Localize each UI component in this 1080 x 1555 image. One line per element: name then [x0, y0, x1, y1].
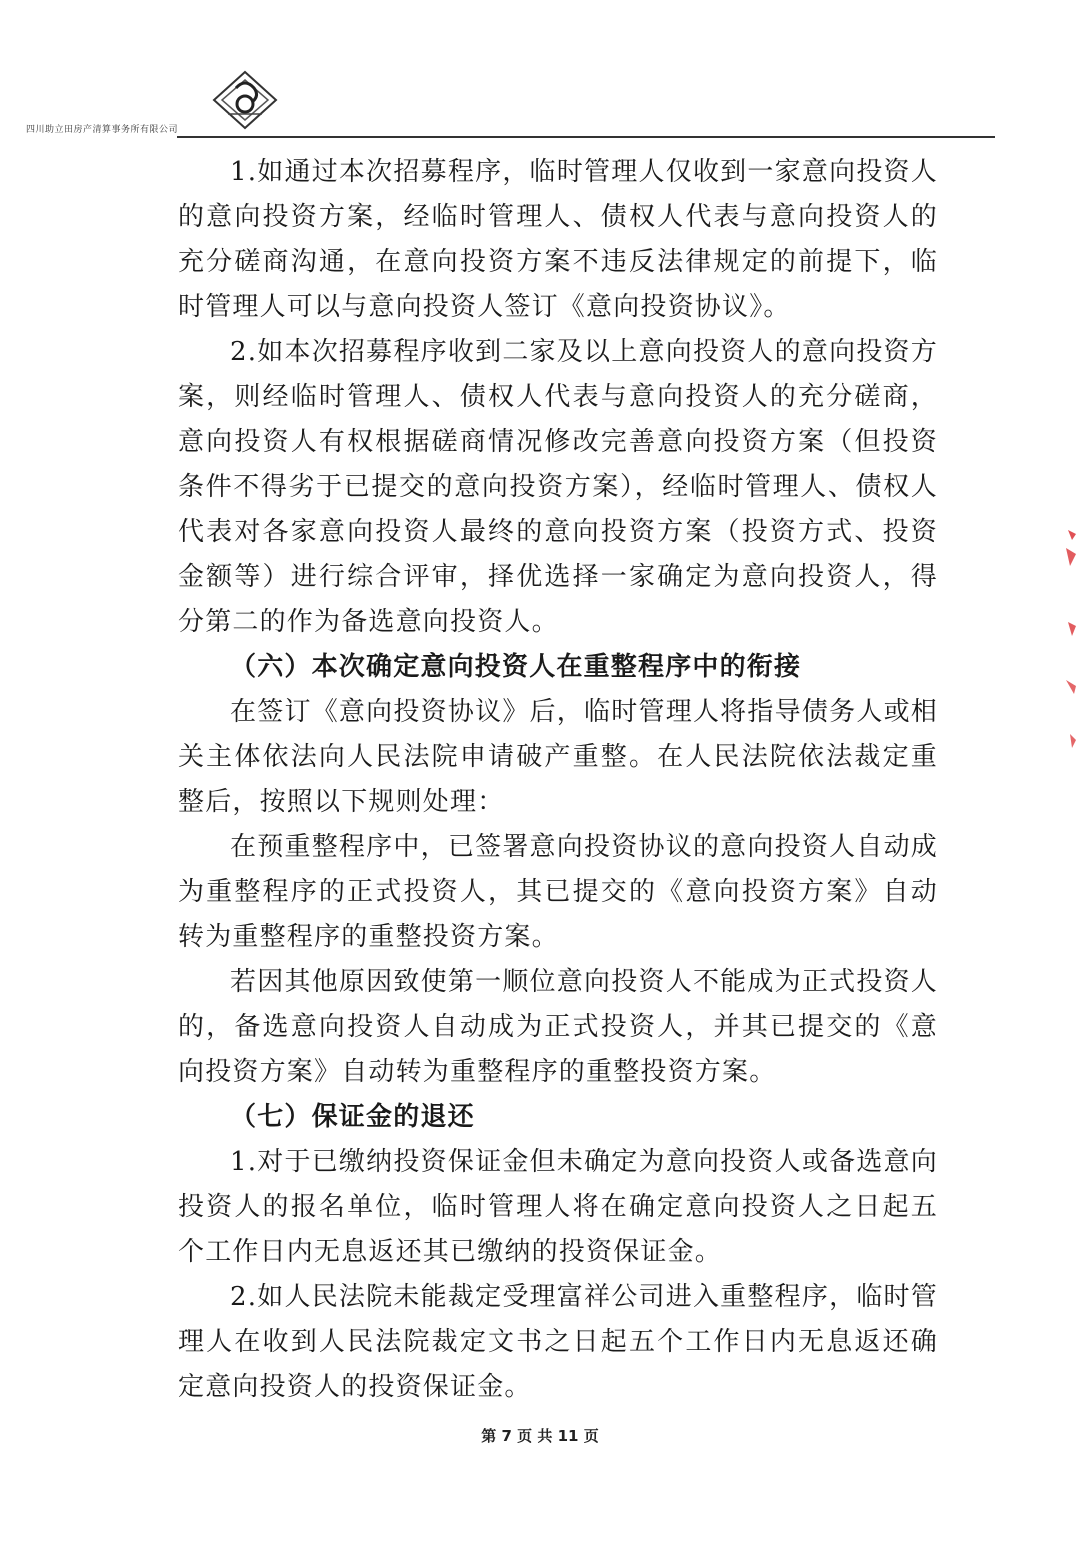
section-heading-7: （七）保证金的退还: [230, 1102, 475, 1132]
paragraph-7: 2.如人民法院未能裁定受理富祥公司进入重整程序，临时管理人在收到人民法院裁定文书之日起五个工作日内无息返还确定意向投资人的投资保证金。: [178, 1282, 938, 1402]
paragraph-2: 2.如本次招募程序收到二家及以上意向投资人的意向投资方案，则经临时管理人、债权人代表与意向投资人的充分磋商，意向投资人有权根据磋商情况修改完善意向投资方案（但投资条件不得劣于已提交的意向投资方案），经临时管理人、债权人代表对各家意向投资人最终的意向投资方案（投资方式、投资金额等）进行综合评审，择优选择一家确定为意向投资人，得分第二的作为备选意向投资人。: [178, 337, 938, 637]
seal-edge-icon: [1062, 530, 1078, 750]
section-heading-6: （六）本次确定意向投资人在重整程序中的衔接: [230, 652, 802, 682]
company-name: 四川助立田房产清算事务所有限公司: [26, 125, 179, 135]
paragraph-5: 若因其他原因致使第一顺位意向投资人不能成为正式投资人的，备选意向投资人自动成为正式投资人，并其已提交的《意向投资方案》自动转为重整程序的重整投资方案。: [178, 967, 938, 1087]
paragraph-4: 在预重整程序中，已签署意向投资协议的意向投资人自动成为重整程序的正式投资人，其已提交的《意向投资方案》自动转为重整程序的重整投资方案。: [178, 832, 938, 952]
company-logo-icon: [212, 70, 278, 130]
page-number: 第 7 页 共 11 页: [481, 1427, 599, 1445]
header-divider: [177, 136, 995, 138]
paragraph-6: 1.对于已缴纳投资保证金但未确定为意向投资人或备选意向投资人的报名单位，临时管理人将在确定意向投资人之日起五个工作日内无息返还其已缴纳的投资保证金。: [178, 1147, 938, 1267]
document-body: [178, 150, 938, 1410]
paragraph-1: 1.如通过本次招募程序，临时管理人仅收到一家意向投资人的意向投资方案，经临时管理人、债权人代表与意向投资人的充分磋商沟通，在意向投资方案不违反法律规定的前提下，临时管理人可以与意向投资人签订《意向投资协议》。: [178, 157, 938, 322]
paragraph-3: 在签订《意向投资协议》后，临时管理人将指导债务人或相关主体依法向人民法院申请破产重整。在人民法院依法裁定重整后，按照以下规则处理：: [178, 697, 938, 817]
